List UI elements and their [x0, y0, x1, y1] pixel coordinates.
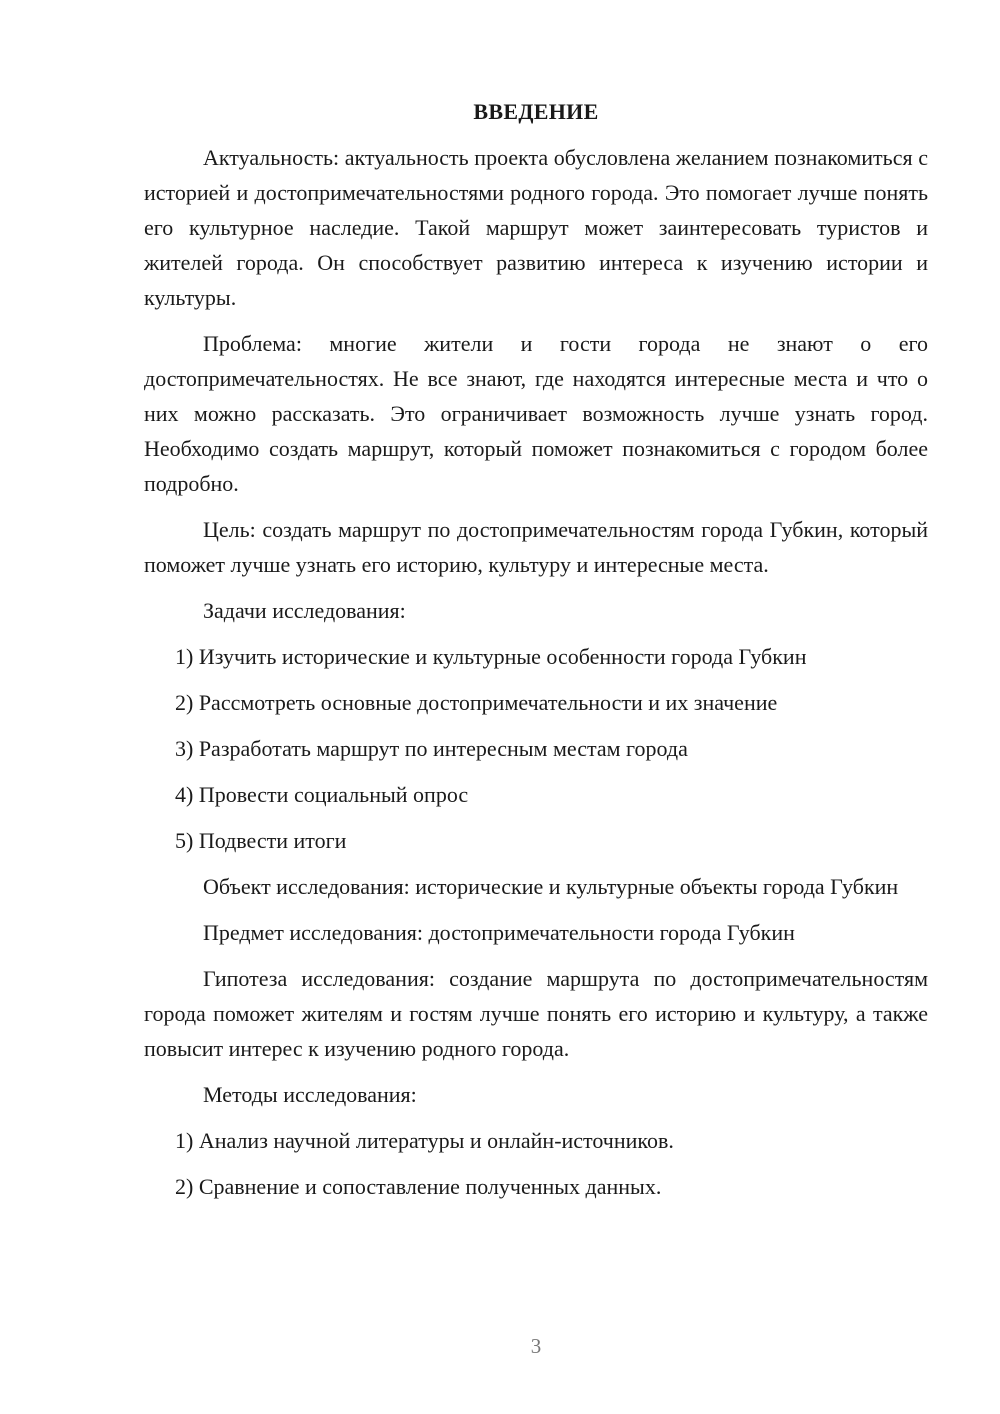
- document-page: [144, 94, 928, 1215]
- paragraph-problem: Проблема: многие жители и гости города не знают о его достопримечательностях. Не все знают, где находятся интересные места и что о них можно рассказать. Это ограничивает возможность лучше узнать город. Необходимо создать маршрут, который поможет познакомиться с городом более подробно.: [144, 331, 928, 496]
- paragraph-object: Объект исследования: исторические и культурные объекты города Губкин: [203, 874, 899, 899]
- section-title: ВВЕДЕНИЕ: [473, 99, 599, 124]
- list-item: 5) Подвести итоги: [175, 828, 347, 853]
- paragraph-hypothesis: Гипотеза исследования: создание маршрута по достопримечательностям города поможет жителям и гостям лучше понять его историю и культуру, а также повысит интерес к изучению родного города.: [144, 966, 928, 1061]
- list-item: 2) Рассмотреть основные достопримечательности и их значение: [175, 690, 778, 715]
- tasks-heading: Задачи исследования:: [203, 598, 406, 623]
- methods-heading: Методы исследования:: [203, 1082, 417, 1107]
- methods-list: [144, 1123, 928, 1204]
- list-item: 4) Провести социальный опрос: [175, 782, 469, 807]
- paragraph-relevance: Актуальность: актуальность проекта обусловлена желанием познакомиться с историей и достопримечательностями родного города. Это помогает лучше понять его культурное наследие. Такой маршрут может заинтересовать туристов и жителей города. Он способствует развитию интереса к изучению истории и культуры.: [144, 145, 928, 310]
- list-item: 1) Анализ научной литературы и онлайн-источников.: [175, 1128, 674, 1153]
- tasks-list: [144, 639, 928, 858]
- list-item: 3) Разработать маршрут по интересным местам города: [175, 736, 688, 761]
- list-item: 1) Изучить исторические и культурные особенности города Губкин: [175, 644, 807, 669]
- paragraph-goal: Цель: создать маршрут по достопримечательностям города Губкин, который поможет лучше узнать его историю, культуру и интересные места.: [144, 517, 928, 577]
- page-number: 3: [530, 1334, 542, 1358]
- paragraph-subject: Предмет исследования: достопримечательности города Губкин: [203, 920, 795, 945]
- list-item: 2) Сравнение и сопоставление полученных данных.: [175, 1174, 662, 1199]
